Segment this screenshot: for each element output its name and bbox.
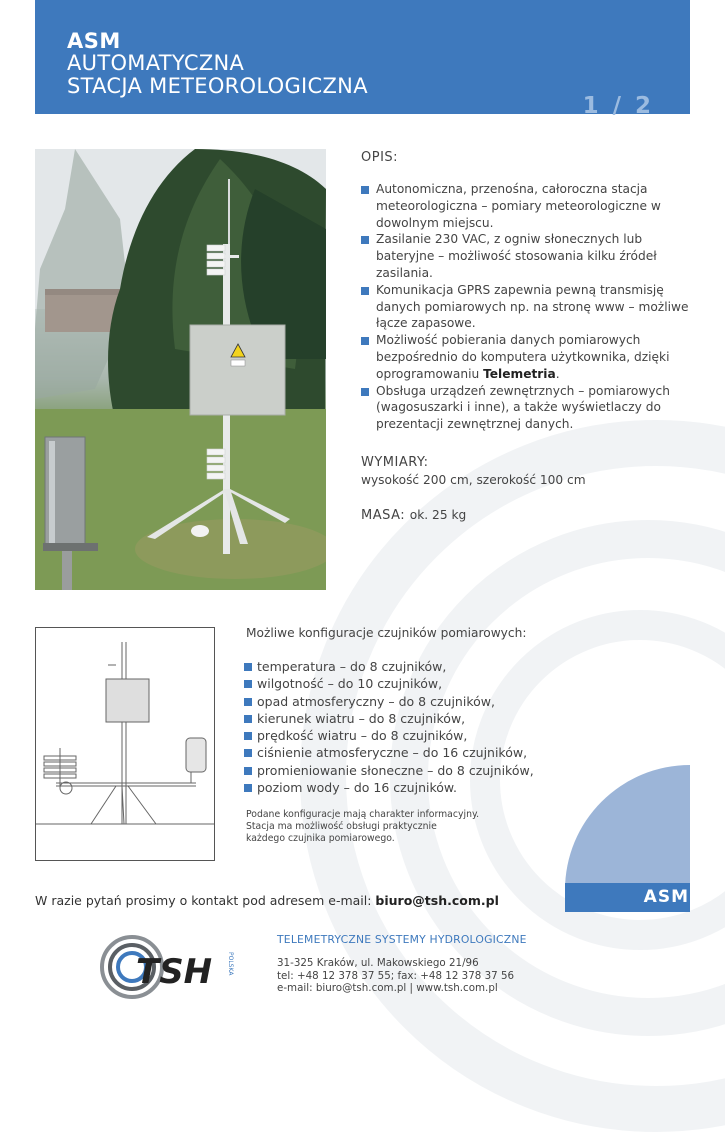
- station-technical-drawing: [35, 627, 215, 861]
- description-item: Komunikacja GPRS zapewnia pewną transmisję danych pomiarowych np. na stronę www – możliwe łącze zapasowe.: [361, 282, 691, 332]
- mass-line: [361, 508, 466, 523]
- description-item-end: .: [555, 366, 560, 381]
- config-item: wilgotność – do 10 czujników,: [244, 675, 534, 692]
- header-title-line2: STACJA METEOROLOGICZNA: [67, 74, 368, 98]
- description-item: Autonomiczna, przenośna, całoroczna stacja meteorologiczna – pomiary meteorologiczne w dowolnym miejscu.: [361, 181, 691, 231]
- dimensions-text: wysokość 200 cm, szerokość 100 cm: [361, 473, 586, 487]
- config-note-line: każdego czujnika pomiarowego.: [246, 833, 395, 844]
- company-phone: tel: +48 12 378 37 55; fax: +48 12 378 37 56: [277, 969, 515, 982]
- contact-text: W razie pytań prosimy o kontakt pod adresem e-mail:: [35, 893, 376, 908]
- software-name: Telemetria: [483, 366, 556, 381]
- company-address: 31-325 Kraków, ul. Makowskiego 21/96: [277, 957, 479, 969]
- config-item: opad atmosferyczny – do 8 czujników,: [244, 693, 534, 710]
- company-name: TELEMETRYCZNE SYSTEMY HYDROLOGICZNE: [277, 933, 527, 946]
- company-address-block: [277, 957, 514, 995]
- config-item: kierunek wiatru – do 8 czujników,: [244, 710, 534, 727]
- station-photo-illustration: [35, 149, 326, 590]
- config-item: poziom wody – do 16 czujników.: [244, 779, 534, 796]
- logo-wordmark: TSH: [136, 952, 213, 992]
- config-list: [244, 658, 534, 796]
- config-item: promieniowanie słoneczne – do 8 czujników,: [244, 762, 534, 779]
- tsh-logo: [98, 932, 238, 1002]
- description-item-text: Możliwość pobierania danych pomiarowych bezpośrednio do komputera użytkownika, dzięki oprogramowaniu: [376, 333, 670, 381]
- header-title-line1: AUTOMATYCZNA: [67, 51, 245, 75]
- footer-product-tag: ASM: [643, 887, 689, 907]
- config-item: temperatura – do 8 czujników,: [244, 658, 534, 675]
- mass-label: MASA:: [361, 508, 406, 523]
- config-note: [246, 809, 479, 845]
- station-photo: [35, 149, 326, 590]
- description-item: Zasilanie 230 VAC, z ogniw słonecznych lub bateryjne – możliwość stosowania kilku źródeł zasilania.: [361, 231, 691, 281]
- contact-email-link[interactable]: biuro@tsh.com.pl: [375, 893, 499, 908]
- description-title: OPIS:: [361, 150, 399, 165]
- company-web[interactable]: e-mail: biuro@tsh.com.pl | www.tsh.com.pl: [277, 982, 498, 994]
- description-item: Obsługa urządzeń zewnętrznych – pomiarowych (wagosuszarki i inne), a także wyświetlaczy do prezentacji zewnętrznej danych.: [361, 383, 691, 433]
- dimensions-title: WYMIARY:: [361, 455, 429, 470]
- description-item: [361, 332, 691, 382]
- page-number: 1 / 2: [582, 93, 654, 119]
- config-item: ciśnienie atmosferyczne – do 16 czujników,: [244, 744, 534, 761]
- logo-sub: POLSKA: [227, 952, 234, 976]
- mass-value: ok. 25 kg: [409, 508, 467, 522]
- config-note-line: Stacja ma możliwość obsługi praktycznie: [246, 821, 437, 832]
- description-list: [361, 181, 691, 433]
- config-title: Możliwe konfiguracje czujników pomiarowych:: [246, 626, 527, 640]
- header-brand: ASM: [67, 29, 121, 53]
- contact-line: [35, 893, 499, 908]
- config-item: prędkość wiatru – do 8 czujników,: [244, 727, 534, 744]
- header-banner: [35, 0, 690, 119]
- config-note-line: Podane konfiguracje mają charakter informacyjny.: [246, 809, 480, 820]
